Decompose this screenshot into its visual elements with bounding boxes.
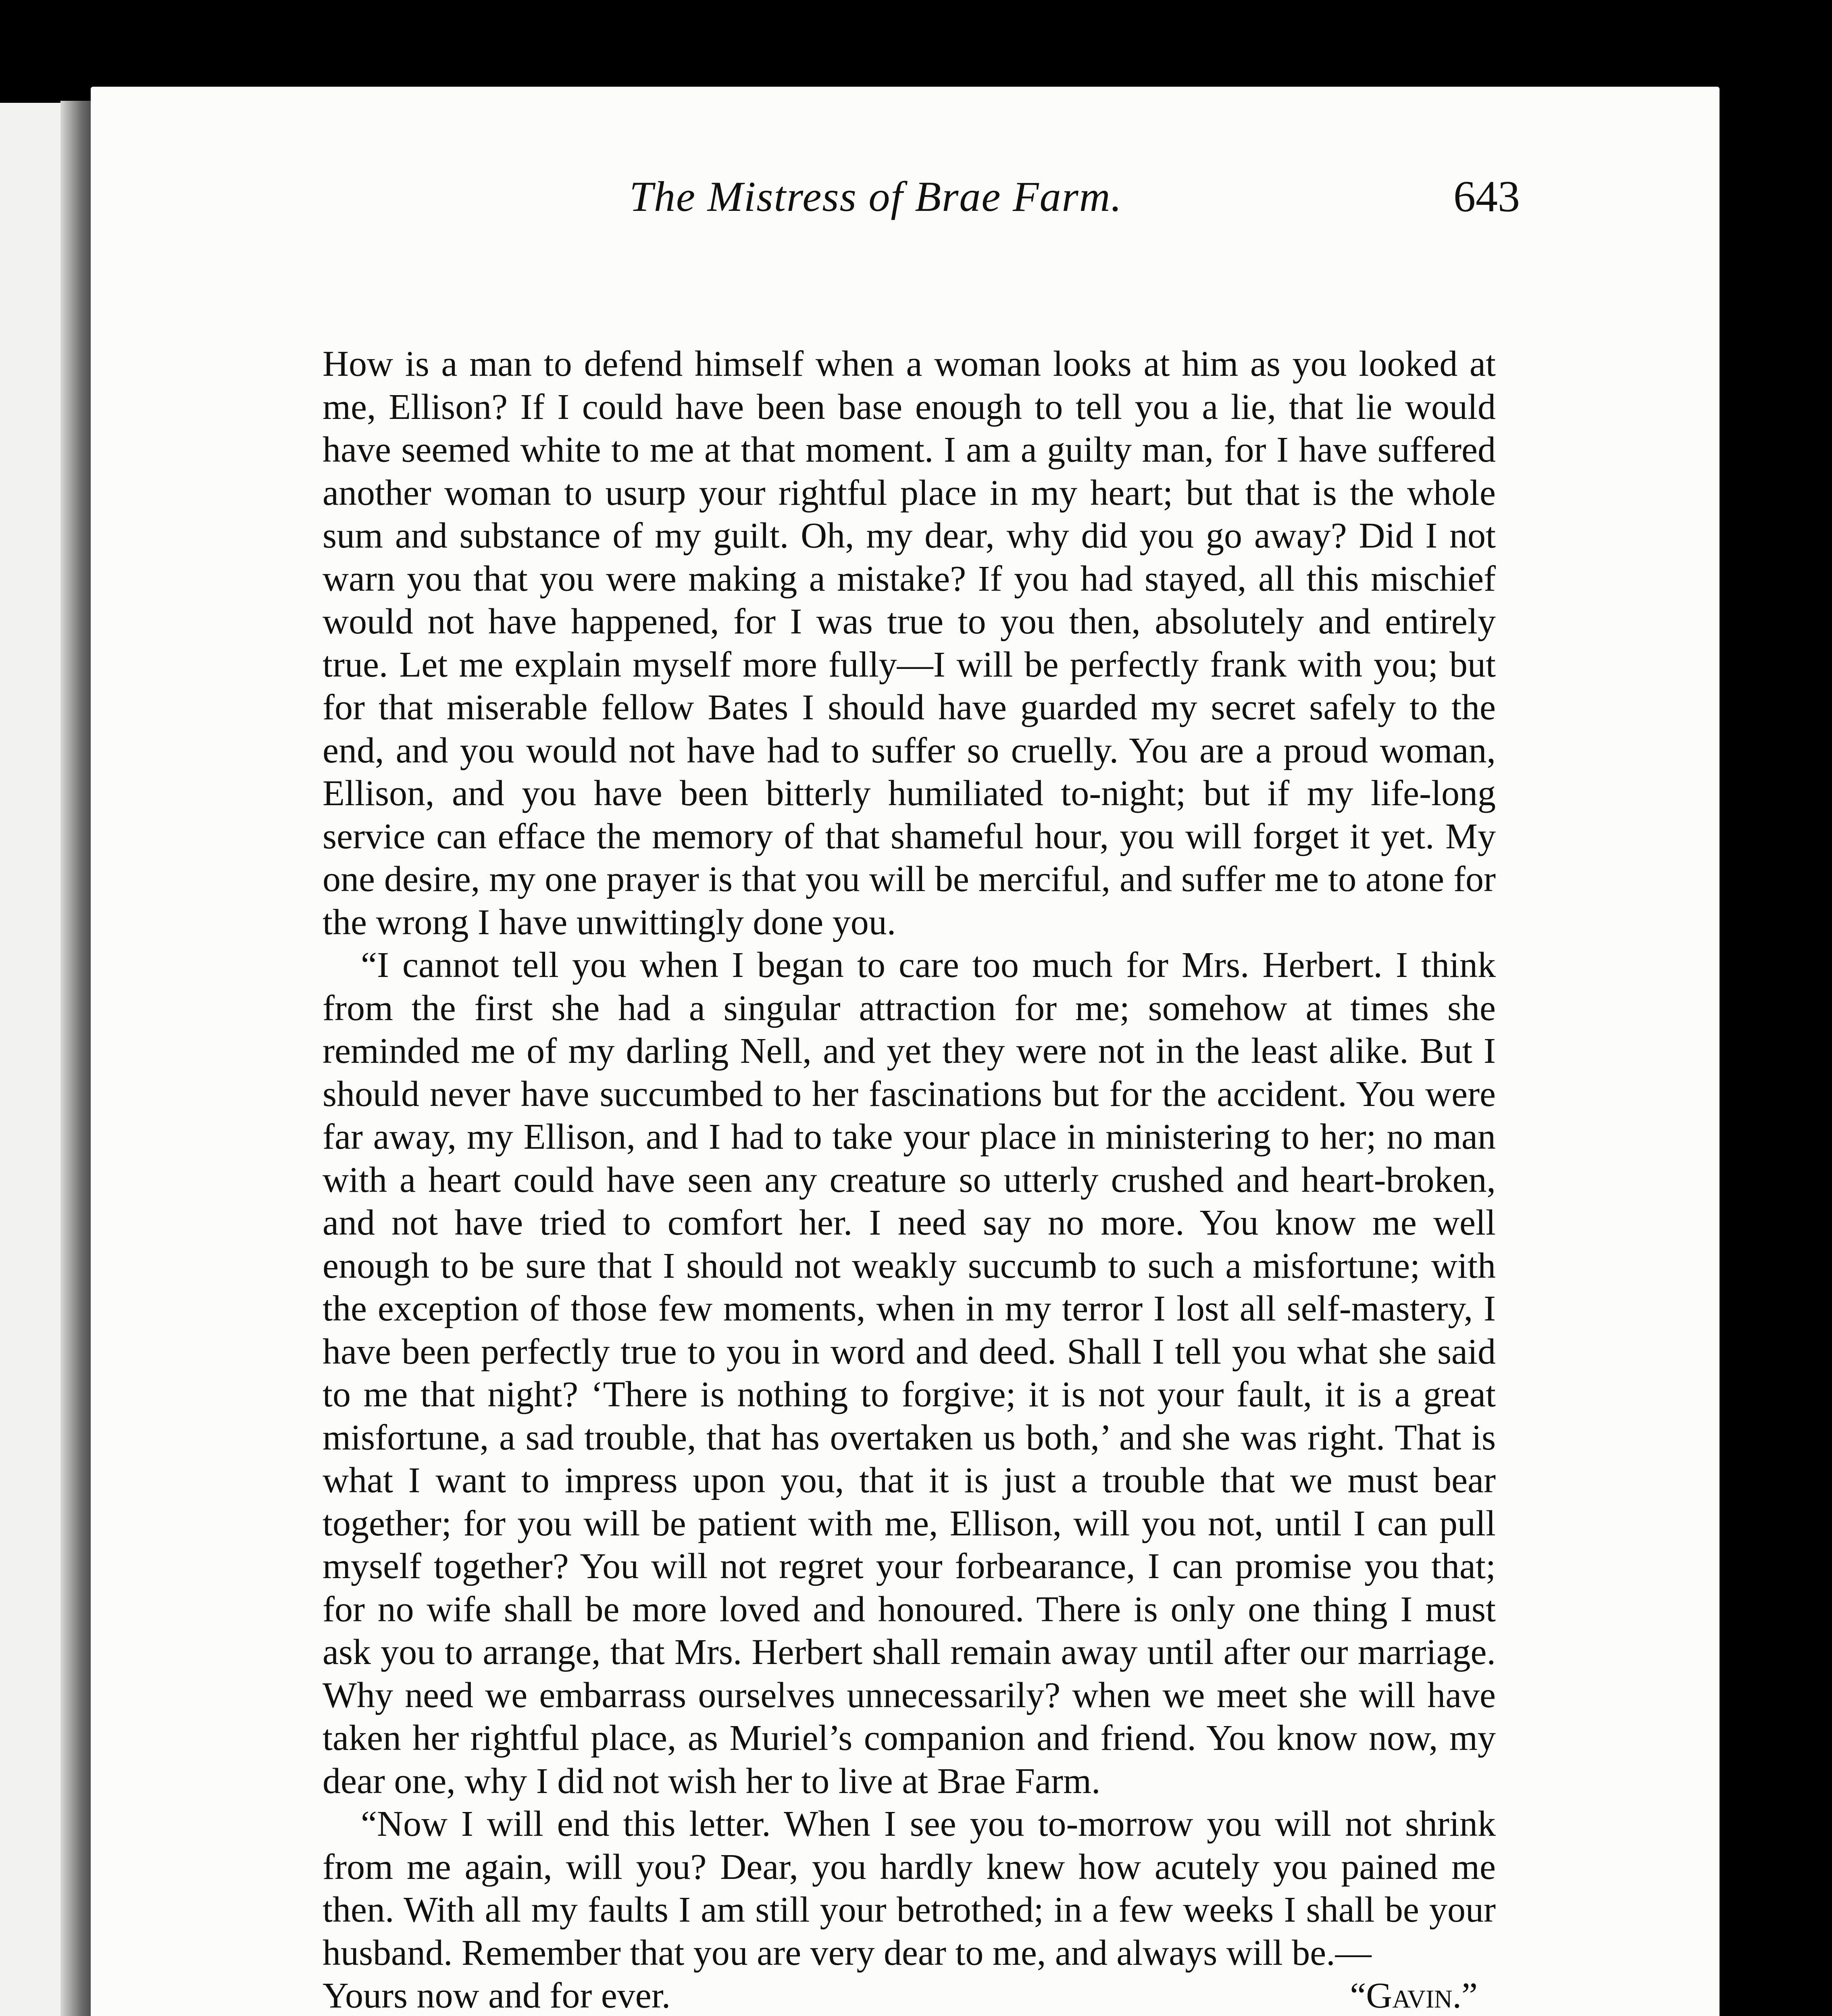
paragraph-2: “I cannot tell you when I began to care too much for Mrs. Herbert. I think from the first she had a singular attraction for me; somehow at times she reminded me of my darling Nell, and yet they were not in the least alike. But I should never have succumbed to her fascinations but for the accident. You were far away, my Ellison, and I had to take your place in ministering to her; no man with a heart could have seen any creature so utterly crushed and heart-broken, and not have tried to comfort her. I need say no more. You know me well enough to be sure that I should not weakly succumb to such a misfortune; with the exception of those few moments, when in my terror I lost all self-mastery, I have been perfectly true to you in word and deed. Shall I tell you what she said to me that night? ‘There is nothing to forgive; it is not your fault, it is a great misfortune, a sad trouble, that has overtaken us both,’ and she was right. That is what I want to impress upon you, that it is just a trouble that we must bear together; for you will be patient with me, Ellison, will you not, until I can pull myself together? You will not regret your forbearance, I can promise you that; for no wife shall be more loved and honoured. There is only one thing I must ask you to arrange, that Mrs. Herbert shall remain away until after our marriage. Why need we embarrass ourselves unnecessarily? when we meet she will have taken her rightful place, as Muriel’s companion and friend. You know now, my dear one, why I did not wish her to live at Brae Farm. [323, 945, 1496, 1801]
paragraph-3: “Now I will end this letter. When I see you to-morrow you will not shrink from me again, will you? Dear, you hardly knew how acutely you pained me then. With all my faults I am still your betrothed; in a few weeks I shall be your husband. Remember that you are very dear to me, and always will be.— [323, 1804, 1496, 1973]
body-text [323, 343, 1496, 2016]
running-head [232, 161, 1520, 232]
running-title: The Mistress of Brae Farm. [629, 173, 1122, 220]
paragraph-1: How is a man to defend himself when a woman looks at him as you looked at me, Ellison? If I could have been base enough to tell you a lie, that lie would have seemed white to me at that moment. I am a guilty man, for I have suffered another woman to usurp your rightful place in my heart; but that is the whole sum and substance of my guilt. Oh, my dear, why did you go away? Did I not warn you that you were making a mistake? If you had stayed, all this mischief would not have happened, for I was true to you then, absolutely and entirely true. Let me explain myself more fully—I will be perfectly frank with you; but for that miserable fellow Bates I should have guarded my secret safely to the end, and you would not have had to suffer so cruelly. You are a proud woman, Ellison, and you have been bitterly humiliated to-night; but if my life-long service can efface the memory of that shameful hour, you will forget it yet. My one desire, my one prayer is that you will be merciful, and suffer me to atone for the wrong I have unwittingly done you. [323, 344, 1496, 942]
page-number: 643 [1453, 172, 1520, 221]
closing-phrase: Yours now and for ever. [323, 1976, 671, 2016]
signature: “Gavin.” [1350, 1976, 1478, 2016]
letter-closing [323, 1974, 1496, 2016]
